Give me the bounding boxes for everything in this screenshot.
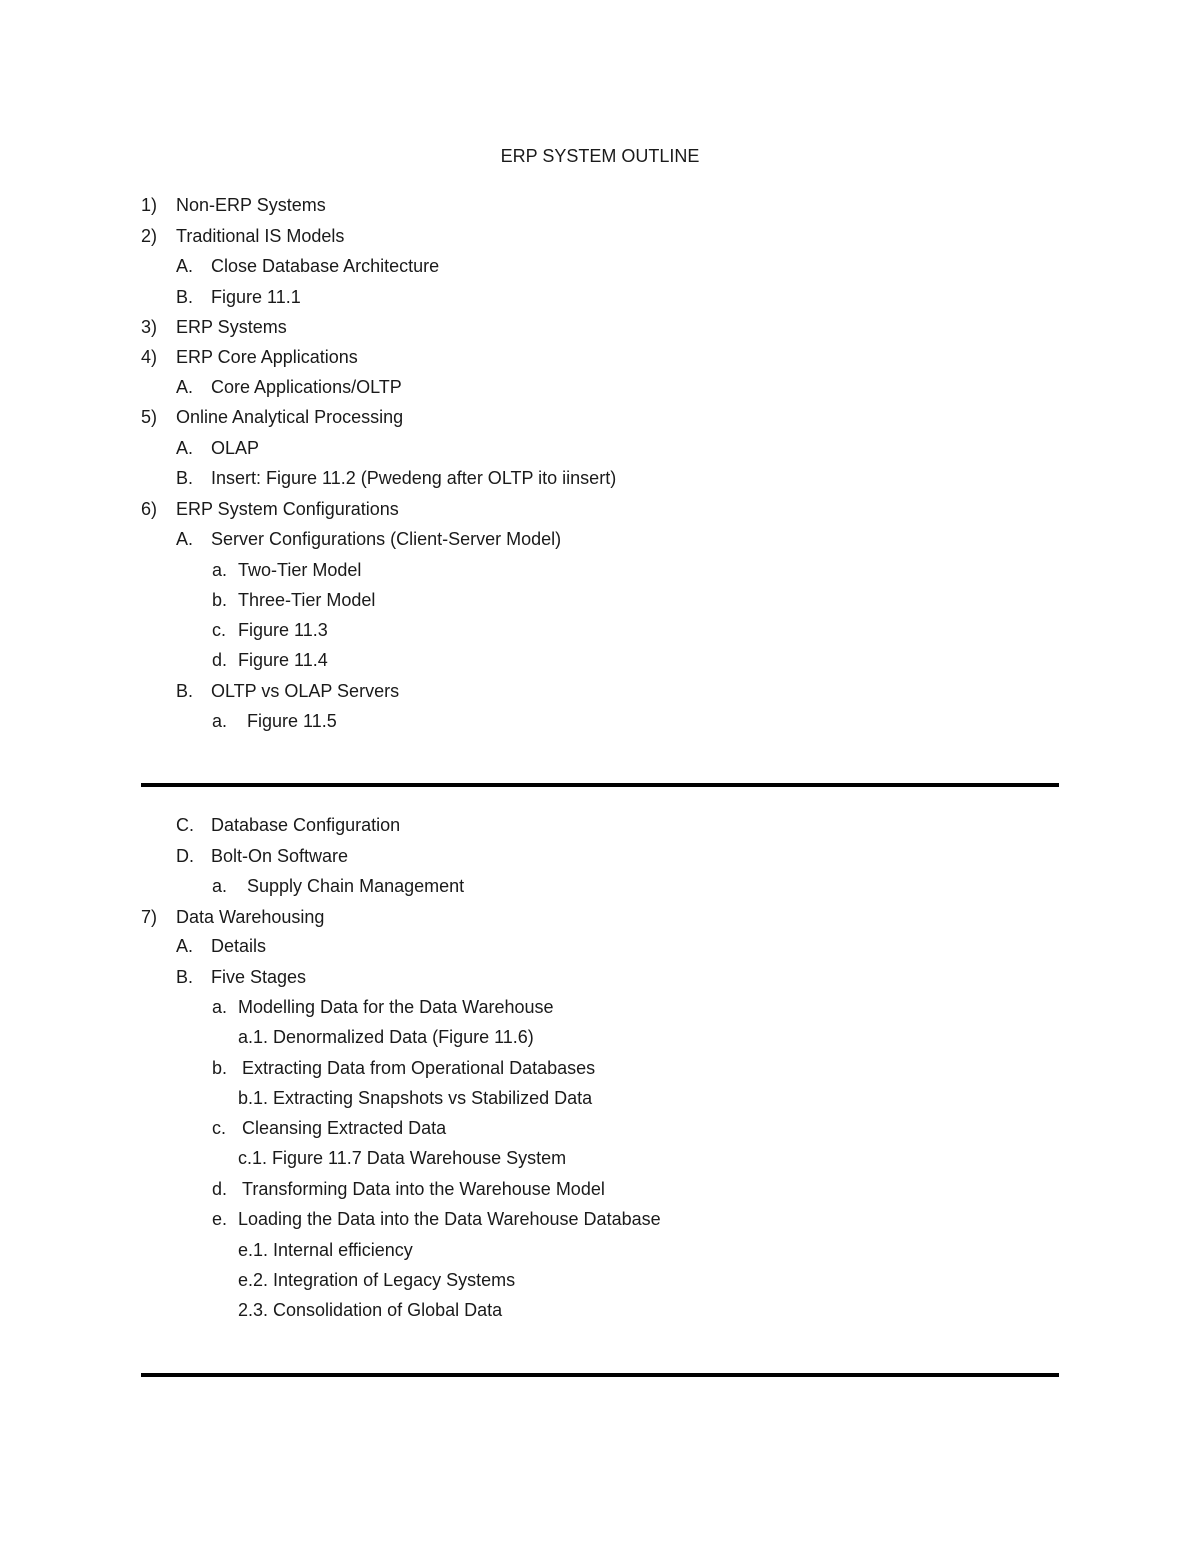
item-text: Five Stages	[211, 967, 307, 987]
section-divider	[141, 1373, 1059, 1377]
outline-subitem-b1	[238, 1085, 592, 1111]
item-marker: 6)	[141, 499, 158, 519]
item-text: Cleansing Extracted Data	[242, 1118, 447, 1138]
outline-item-2b	[176, 284, 301, 310]
outline-item-2	[141, 223, 344, 249]
section-divider	[141, 783, 1059, 787]
outline-item-7Ba	[212, 994, 554, 1020]
outline-subitem-e2	[238, 1267, 515, 1293]
item-text: ERP Core Applications	[176, 347, 358, 367]
item-marker: c.	[212, 1118, 227, 1138]
outline-subitem-a1	[238, 1024, 534, 1050]
item-marker: a.	[212, 876, 228, 896]
item-marker: d.	[212, 1179, 228, 1199]
item-text: OLTP vs OLAP Servers	[211, 681, 400, 701]
item-marker: 4)	[141, 347, 158, 367]
item-marker: c.	[212, 620, 227, 640]
item-marker: A.	[176, 438, 194, 458]
item-text: Data Warehousing	[176, 907, 325, 927]
outline-item-6Ab	[212, 587, 375, 613]
item-text: 2.3. Consolidation of Global Data	[238, 1300, 503, 1320]
item-text: Two-Tier Model	[238, 560, 362, 580]
outline-item-7Be	[212, 1206, 661, 1232]
outline-item-7Bb	[212, 1055, 595, 1081]
item-marker: a.	[212, 560, 228, 580]
item-marker: D.	[176, 846, 194, 866]
outline-item-7B	[176, 964, 306, 990]
document-title: ERP SYSTEM OUTLINE	[500, 146, 700, 166]
outline-item-6C	[176, 812, 400, 838]
outline-item-6	[141, 496, 399, 522]
item-text: c.1. Figure 11.7 Data Warehouse System	[238, 1148, 567, 1168]
outline-item-5	[141, 404, 403, 430]
item-text: Modelling Data for the Data Warehouse	[238, 997, 554, 1017]
item-marker: A.	[176, 377, 194, 397]
item-text: Figure 11.5	[247, 711, 337, 731]
outline-item-5b	[176, 465, 616, 491]
item-marker: A.	[176, 256, 194, 276]
item-marker: b.	[212, 1058, 228, 1078]
item-marker: b.	[212, 590, 228, 610]
item-text: Non-ERP Systems	[176, 195, 326, 215]
item-marker: C.	[176, 815, 194, 835]
item-text: b.1. Extracting Snapshots vs Stabilized Data	[238, 1088, 593, 1108]
item-text: Details	[211, 936, 267, 956]
item-text: Extracting Data from Operational Databases	[242, 1058, 596, 1078]
item-marker: 2)	[141, 226, 158, 246]
item-text: Figure 11.1	[211, 287, 301, 307]
item-marker: B.	[176, 468, 194, 488]
outline-item-6B	[176, 678, 399, 704]
outline-item-7A	[176, 933, 266, 959]
item-marker: a.	[212, 711, 228, 731]
item-text: Core Applications/OLTP	[211, 377, 402, 397]
outline-item-3	[141, 314, 287, 340]
outline-item-6Ad	[212, 647, 328, 673]
outline-item-1	[141, 192, 326, 218]
item-marker: 3)	[141, 317, 158, 337]
item-marker: d.	[212, 650, 228, 670]
item-text: Database Configuration	[211, 815, 401, 835]
outline-subitem-c1	[238, 1145, 566, 1171]
outline-item-6Da	[212, 873, 464, 899]
item-text: a.1. Denormalized Data (Figure 11.6)	[238, 1027, 534, 1047]
item-text: Close Database Architecture	[211, 256, 440, 276]
outline-item-5a	[176, 435, 259, 461]
item-marker: B.	[176, 967, 194, 987]
item-text: Server Configurations (Client-Server Model)	[211, 529, 562, 549]
item-text: Loading the Data into the Data Warehouse Database	[238, 1209, 661, 1229]
item-text: ERP Systems	[176, 317, 287, 337]
outline-item-2a	[176, 253, 439, 279]
item-marker: 7)	[141, 907, 158, 927]
outline-item-4a	[176, 374, 402, 400]
outline-item-6Ba	[212, 708, 337, 734]
item-text: Transforming Data into the Warehouse Model	[242, 1179, 605, 1199]
item-text: Online Analytical Processing	[176, 407, 404, 427]
outline-item-6Aa	[212, 557, 361, 583]
outline-item-4	[141, 344, 358, 370]
item-marker: 1)	[141, 195, 158, 215]
item-text: Three-Tier Model	[238, 590, 376, 610]
outline-subitem-e3	[238, 1297, 502, 1323]
outline-item-6A	[176, 526, 561, 552]
outline-item-6D	[176, 843, 348, 869]
outline-subitem-e1	[238, 1237, 413, 1263]
item-marker: B.	[176, 681, 194, 701]
outline-item-6Ac	[212, 617, 328, 643]
outline-item-7Bd	[212, 1176, 605, 1202]
outline-item-7Bc	[212, 1115, 446, 1141]
item-text: e.2. Integration of Legacy Systems	[238, 1270, 516, 1290]
item-marker: 5)	[141, 407, 158, 427]
item-text: Traditional IS Models	[176, 226, 345, 246]
item-text: Bolt-On Software	[211, 846, 349, 866]
outline-item-7	[141, 904, 324, 930]
item-text: Insert: Figure 11.2 (Pwedeng after OLTP ito iinsert)	[211, 468, 617, 488]
item-text: OLAP	[211, 438, 260, 458]
item-text: Supply Chain Management	[247, 876, 465, 896]
item-text: ERP System Configurations	[176, 499, 399, 519]
item-text: e.1. Internal efficiency	[238, 1240, 413, 1260]
item-marker: B.	[176, 287, 194, 307]
item-marker: A.	[176, 529, 194, 549]
item-text: Figure 11.4	[238, 650, 328, 670]
item-marker: e.	[212, 1209, 228, 1229]
item-marker: A.	[176, 936, 194, 956]
item-marker: a.	[212, 997, 228, 1017]
item-text: Figure 11.3	[238, 620, 328, 640]
